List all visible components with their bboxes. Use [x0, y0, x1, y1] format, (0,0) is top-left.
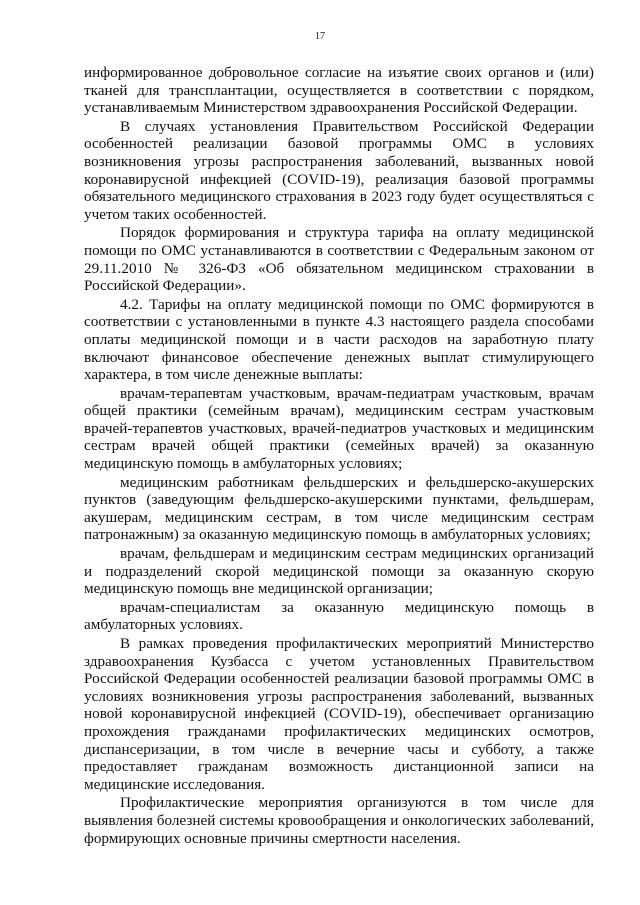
paragraph-5: В рамках проведения профилактических мероприятий Министерство здравоохранения Кузбасса с учетом установленных Правительством Российской Федерации особенностей реализации базовой программы ОМС в условиях возникновения угрозы распространения заболеваний, вызванных новой коронавирусной инфекцией (COVID-19), обеспечивает организацию прохождения гражданами профилактических медицинских осмотров, диспансеризации, в том числе в вечерние часы и субботу, а также предоставляет гражданам возможность дистанционной записи на медицинские исследования. — [84, 635, 594, 793]
paragraph-6: Профилактические мероприятия организуются в том числе для выявления болезней системы кровообращения и онкологических заболеваний, формирующих основные причины смертности населения. — [84, 794, 594, 847]
list-item-1: врачам-терапевтам участковым, врачам-педиатрам участковым, врачам общей практики (семейным врачам), медицинским сестрам участковым врачей-терапевтов участковых, врачей-педиатров участковых и медицинским сестрам врачей общей практики (семейных врачей) за оказанную медицинскую помощь в амбулаторных условиях; — [84, 384, 594, 473]
document-body — [84, 64, 594, 847]
paragraph-2: В случаях установления Правительством Российской Федерации особенностей реализации базовой программы ОМС в условиях возникновения угрозы распространения заболеваний, вызванных новой коронавирусной инфекцией (COVID-19), реализация базовой программы обязательного медицинского страхования в 2023 году будет осуществляться с учетом таких особенностей. — [84, 117, 594, 223]
paragraph-4: 4.2. Тарифы на оплату медицинской помощи по ОМС формируются в соответствии с установленными в пункте 4.3 настоящего раздела способами оплаты медицинской помощи и в части расходов на заработную плату включают финансовое обеспечение денежных выплат стимулирующего характера, в том числе денежные выплаты: — [84, 295, 594, 384]
list-item-3: врачам, фельдшерам и медицинским сестрам медицинских организаций и подразделений скорой медицинской помощи за оказанную скорую медицинскую помощь вне медицинской организации; — [84, 545, 594, 598]
page-number: 17 — [315, 31, 325, 42]
list-item-4: врачам-специалистам за оказанную медицинскую помощь в амбулаторных условиях. — [84, 598, 594, 634]
paragraph-1: информированное добровольное согласие на изъятие своих органов и (или) тканей для трансплантации, осуществляется в соответствии с порядком, устанавливаемым Министерством здравоохранения Российской Федерации. — [84, 64, 594, 117]
paragraph-3: Порядок формирования и структура тарифа на оплату медицинской помощи по ОМС устанавливаются в соответствии с Федеральным законом от 29.11.2010 № 326-ФЗ «Об обязательном медицинском страховании в Российской Федерации». — [84, 224, 594, 295]
list-item-2: медицинским работникам фельдшерских и фельдшерско-акушерских пунктов (заведующим фельдшерско-акушерскими пунктами, фельдшерам, акушерам, медицинским сестрам, в том числе медицинским сестрам патронажным) за оказанную медицинскую помощь в амбулаторных условиях; — [84, 473, 594, 544]
